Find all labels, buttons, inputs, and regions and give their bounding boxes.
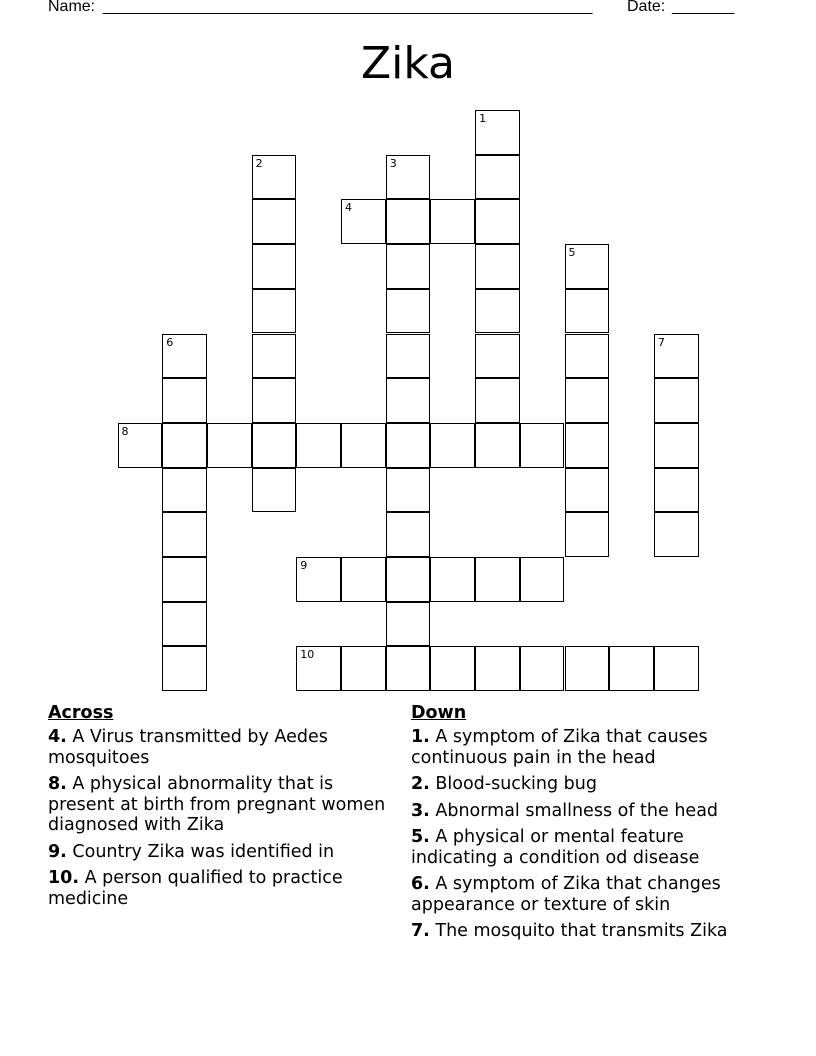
grid-cell[interactable] xyxy=(386,512,431,557)
grid-cell[interactable] xyxy=(296,423,341,468)
grid-cell[interactable] xyxy=(609,646,654,691)
cell-number: 5 xyxy=(568,246,576,260)
grid-cell[interactable] xyxy=(654,334,699,379)
cell-number: 7 xyxy=(657,335,665,349)
grid-cell[interactable] xyxy=(386,602,431,647)
grid-cell[interactable] xyxy=(565,289,610,334)
cell-number: 1 xyxy=(479,112,487,125)
clue-number: 9. xyxy=(48,841,67,862)
grid-cell[interactable] xyxy=(565,334,610,379)
grid-cell[interactable] xyxy=(162,468,207,513)
down-clue xyxy=(411,921,761,942)
grid-cell[interactable] xyxy=(654,468,699,513)
name-line: _______________________________________________________ xyxy=(103,0,593,15)
name-label: Name: xyxy=(48,0,96,15)
grid-cell[interactable] xyxy=(565,468,610,513)
grid-cell[interactable] xyxy=(341,423,386,468)
grid-cell[interactable] xyxy=(475,244,520,289)
grid-cell[interactable] xyxy=(341,557,386,602)
clue-number: 10. xyxy=(48,868,80,888)
grid-cell[interactable] xyxy=(252,423,297,468)
grid-cell[interactable] xyxy=(162,423,207,468)
cell-number: 9 xyxy=(300,559,308,572)
grid-cell[interactable] xyxy=(475,646,520,691)
grid-cell[interactable] xyxy=(252,244,297,289)
grid-cell[interactable] xyxy=(520,423,565,468)
grid-cell[interactable] xyxy=(475,557,520,602)
grid-cell[interactable] xyxy=(520,646,565,691)
grid-cell[interactable] xyxy=(520,557,565,602)
grid-cell[interactable] xyxy=(386,199,431,244)
clue-text: A Virus transmitted by Aedes mosquitoes xyxy=(48,727,328,768)
clue-text: A symptom of Zika that causes continuous pain in the head xyxy=(411,727,708,768)
grid-cell[interactable] xyxy=(341,646,386,691)
grid-cell[interactable] xyxy=(252,289,297,334)
clue-text: The mosquito that transmits Zika xyxy=(429,921,728,941)
down-clue xyxy=(411,727,761,768)
clue-text: A physical or mental feature indicating a condition od disease xyxy=(411,827,700,868)
clue-text: A symptom of Zika that changes appearance or texture of skin xyxy=(411,874,721,915)
grid-cell[interactable] xyxy=(162,646,207,691)
cell-number: 6 xyxy=(166,335,174,349)
clue-number: 2. xyxy=(411,774,430,794)
grid-cell[interactable] xyxy=(252,378,297,423)
grid-cell[interactable] xyxy=(565,646,610,691)
puzzle-title: Zika xyxy=(360,38,456,89)
clue-number: 4. xyxy=(48,727,67,747)
grid-cell[interactable] xyxy=(386,646,431,691)
grid-cell[interactable] xyxy=(386,557,431,602)
clue-number: 8. xyxy=(48,774,67,794)
grid-cell[interactable] xyxy=(475,289,520,334)
grid-cell[interactable] xyxy=(430,646,475,691)
grid-cell[interactable] xyxy=(386,378,431,423)
grid-cell[interactable] xyxy=(386,423,431,468)
grid-cell[interactable] xyxy=(386,468,431,513)
grid-cell[interactable] xyxy=(430,557,475,602)
grid-cell[interactable] xyxy=(296,646,341,691)
grid-cell[interactable] xyxy=(386,334,431,379)
grid-cell[interactable] xyxy=(475,334,520,379)
clue-number: 6. xyxy=(411,874,430,894)
down-heading: Down xyxy=(411,703,467,723)
cell-number: 2 xyxy=(255,156,263,170)
grid-cell[interactable] xyxy=(162,512,207,557)
grid-cell[interactable] xyxy=(654,512,699,557)
grid-cell[interactable] xyxy=(341,199,386,244)
clue-text: Blood-sucking bug xyxy=(429,774,597,794)
grid-cell[interactable] xyxy=(386,289,431,334)
clue-text: Country Zika was identified in xyxy=(66,841,335,862)
grid-cell[interactable] xyxy=(162,557,207,602)
down-clue xyxy=(411,801,761,822)
date-line: _______ xyxy=(672,0,735,15)
grid-cell[interactable] xyxy=(565,423,610,468)
grid-cell[interactable] xyxy=(252,468,297,513)
grid-cell[interactable] xyxy=(162,602,207,647)
down-clue xyxy=(411,827,761,868)
date-label: Date: xyxy=(627,0,666,15)
grid-cell[interactable] xyxy=(475,199,520,244)
grid-cell[interactable] xyxy=(386,155,431,200)
grid-cell[interactable] xyxy=(565,378,610,423)
grid-cell[interactable] xyxy=(252,334,297,379)
grid-cell[interactable] xyxy=(207,423,252,468)
cell-number: 8 xyxy=(121,424,129,438)
grid-cell[interactable] xyxy=(162,378,207,423)
grid-cell[interactable] xyxy=(386,244,431,289)
clue-number: 5. xyxy=(411,827,430,847)
cell-number: 10 xyxy=(300,648,315,662)
grid-cell[interactable] xyxy=(430,199,475,244)
clue-number: 3. xyxy=(411,800,430,821)
grid-cell[interactable] xyxy=(475,378,520,423)
clue-text: A physical abnormality that is present at birth from pregnant women diagnosed with Zika xyxy=(48,774,386,835)
across-clue xyxy=(48,868,388,909)
down-clue xyxy=(411,774,761,795)
across-heading: Across xyxy=(48,703,114,723)
grid-cell[interactable] xyxy=(475,110,520,155)
grid-cell[interactable] xyxy=(565,244,610,289)
grid-cell[interactable] xyxy=(252,155,297,200)
clue-number: 1. xyxy=(411,727,430,747)
across-clue xyxy=(48,842,388,863)
down-clue xyxy=(411,874,761,915)
clue-number: 7. xyxy=(411,921,430,941)
across-clue xyxy=(48,774,388,836)
grid-cell[interactable] xyxy=(118,423,163,468)
across-clue xyxy=(48,727,388,768)
grid-cell[interactable] xyxy=(252,199,297,244)
grid-cell[interactable] xyxy=(654,423,699,468)
grid-cell[interactable] xyxy=(296,557,341,602)
clue-text: A person qualified to practice medicine xyxy=(48,868,343,909)
grid-cell[interactable] xyxy=(654,646,699,691)
down-clues xyxy=(411,702,761,948)
across-clues xyxy=(48,702,388,915)
grid-cell[interactable] xyxy=(475,155,520,200)
grid-cell[interactable] xyxy=(475,423,520,468)
grid-cell[interactable] xyxy=(430,423,475,468)
cell-number: 3 xyxy=(389,156,397,170)
grid-cell[interactable] xyxy=(162,334,207,379)
grid-cell[interactable] xyxy=(565,512,610,557)
grid-cell[interactable] xyxy=(654,378,699,423)
cell-number: 4 xyxy=(345,201,352,215)
clue-text: Abnormal smallness of the head xyxy=(429,800,719,821)
